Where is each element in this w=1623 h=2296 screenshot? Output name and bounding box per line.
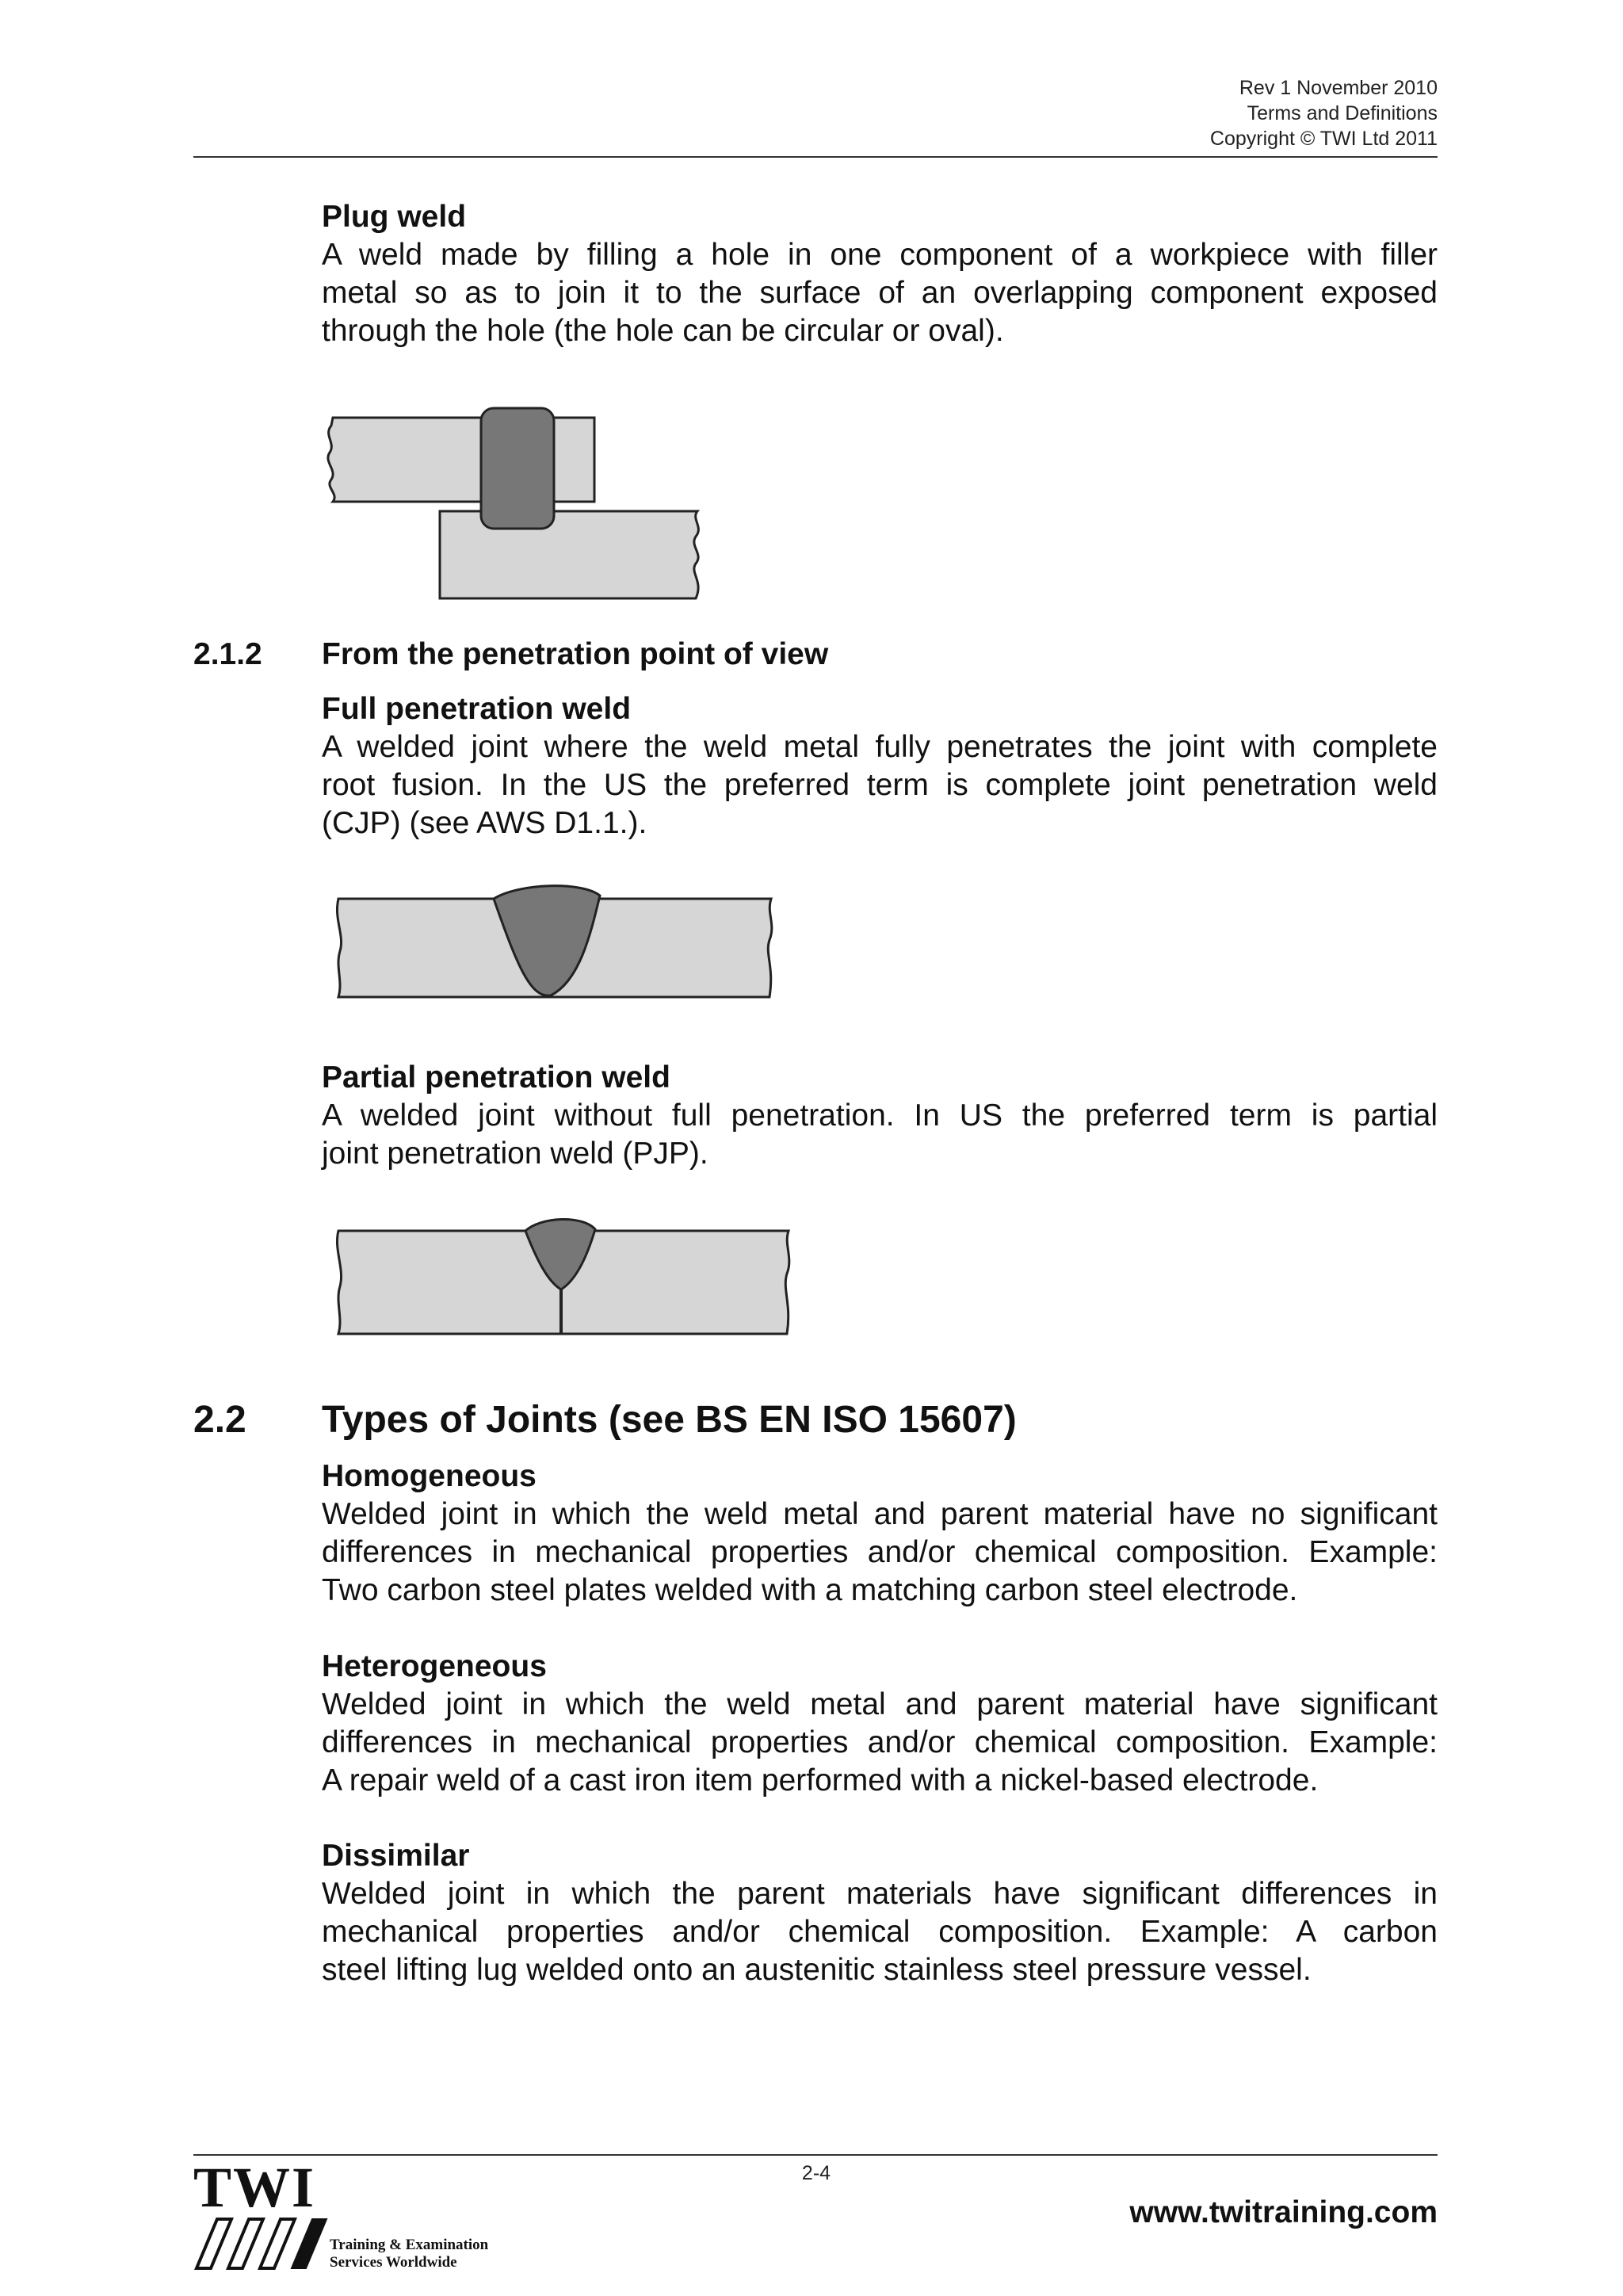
definition-line: joint penetration weld (PJP). (322, 1137, 708, 1171)
definition-homogeneous (322, 1496, 1438, 1610)
term-partial-penetration-weld: Partial penetration weld (322, 1060, 670, 1095)
page-number: 2-4 (801, 2162, 831, 2184)
definition-line: differences in mechanical properties and/or chemical composition. Example: (322, 1535, 1438, 1569)
definition-dissimilar (322, 1875, 1438, 1989)
definition-line: Welded joint in which the weld metal and parent material have no significant (322, 1497, 1438, 1531)
header-title: Terms and Definitions (1247, 102, 1438, 124)
definition-line: Two carbon steel plates welded with a matching carbon steel electrode. (322, 1573, 1298, 1607)
definition-heterogeneous (322, 1686, 1438, 1800)
definition-line: mechanical properties and/or chemical composition. Example: A carbon (322, 1915, 1438, 1949)
lower-plate (440, 511, 698, 598)
full-penetration-diagram (329, 872, 785, 1014)
section-number-2-2: 2.2 (193, 1399, 246, 1441)
definition-line: root fusion. In the US the preferred term is complete joint penetration weld (322, 768, 1438, 802)
definition-line: Welded joint in which the parent materials have significant differences in (322, 1877, 1438, 1911)
definition-line: steel lifting lug welded onto an austenitic stainless steel pressure vessel. (322, 1953, 1312, 1987)
plug-weld-diagram (317, 400, 721, 606)
section-title-2-1-2: From the penetration point of view (322, 637, 829, 671)
website-link[interactable]: www.twitraining.com (1129, 2195, 1438, 2229)
partial-penetration-diagram (329, 1201, 804, 1343)
section-title-2-2: Types of Joints (see BS EN ISO 15607) (322, 1399, 1017, 1441)
definition-plug-weld (322, 236, 1438, 350)
section-number-2-1-2: 2.1.2 (193, 637, 262, 671)
term-full-penetration-weld: Full penetration weld (322, 692, 632, 726)
definition-line: through the hole (the hole can be circular or oval). (322, 314, 1004, 348)
definition-line: A weld made by filling a hole in one component of a workpiece with filler (322, 238, 1438, 272)
twi-logo-text: TWI (193, 2156, 316, 2219)
definition-partial-penetration-weld (322, 1097, 1438, 1173)
definition-full-penetration-weld (322, 728, 1438, 842)
term-heterogeneous: Heterogeneous (322, 1649, 547, 1683)
definition-line: differences in mechanical properties and/or chemical composition. Example: (322, 1725, 1438, 1759)
definition-line: (CJP) (see AWS D1.1.). (322, 806, 647, 840)
term-dissimilar: Dissimilar (322, 1839, 470, 1873)
definition-line: A repair weld of a cast iron item performed with a nickel-based electrode. (322, 1763, 1319, 1797)
twi-tagline-line1: Training & Examination (330, 2237, 489, 2253)
definition-line: Welded joint in which the weld metal and parent material have significant (322, 1687, 1438, 1721)
term-homogeneous: Homogeneous (322, 1459, 537, 1493)
definition-line: A welded joint where the weld metal fully penetrates the joint with complete (322, 730, 1438, 764)
header-revision: Rev 1 November 2010 (1239, 77, 1438, 99)
plug-weld-metal (481, 408, 554, 529)
definition-line: A welded joint without full penetration. In US the preferred term is partial (322, 1098, 1438, 1133)
header-copyright: Copyright © TWI Ltd 2011 (1209, 128, 1438, 150)
twi-tagline-line2: Services Worldwide (330, 2254, 457, 2271)
twi-logo (193, 2154, 526, 2273)
twi-logo-stripes (193, 2216, 328, 2271)
header-rule (193, 156, 1438, 158)
term-plug-weld: Plug weld (322, 200, 467, 234)
definition-line: metal so as to join it to the surface of an overlapping component exposed (322, 276, 1438, 310)
